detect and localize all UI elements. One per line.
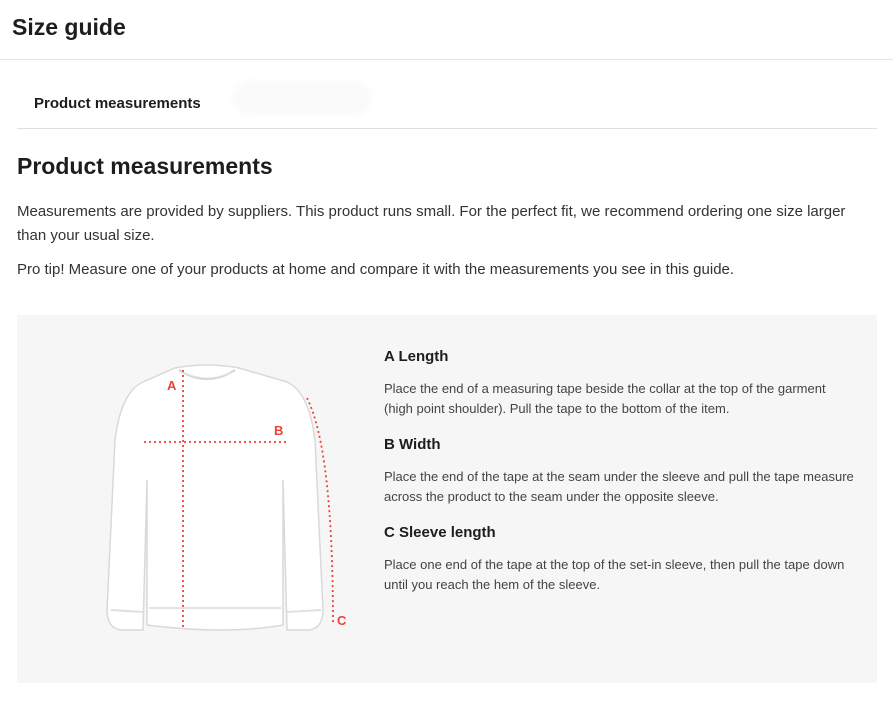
section-title: Product measurements — [17, 153, 273, 179]
intro-paragraph: Measurements are provided by suppliers. This product runs small. For the perfect fit, we recommend ordering one size larger than your usual size. — [17, 203, 846, 244]
definition-text: Place the end of the tape at the seam under the sleeve and pull the tape measure across the product to the seam under the opposite sleeve. — [384, 469, 854, 504]
definition-width — [384, 433, 854, 507]
tab-product-measurements[interactable]: Product measurements — [34, 95, 201, 112]
tab-placeholder — [232, 80, 372, 116]
measurement-panel — [17, 315, 877, 683]
tab-bar — [17, 60, 877, 129]
definition-text: Place one end of the tape at the top of the set-in sleeve, then pull the tape down until you reach the hem of the sleeve. — [384, 557, 845, 592]
definition-title: C Sleeve length — [384, 524, 496, 541]
label-b: B — [274, 423, 284, 438]
definition-sleeve-length — [384, 521, 854, 595]
sweatshirt-illustration — [87, 360, 347, 640]
definition-title: B Width — [384, 436, 441, 453]
definition-title: A Length — [384, 348, 449, 365]
modal-title: Size guide — [12, 14, 126, 40]
label-a: A — [167, 378, 177, 393]
label-c: C — [337, 613, 347, 628]
definition-text: Place the end of a measuring tape beside the collar at the top of the garment (high point shoulder). Pull the tape to the bottom of the item. — [384, 381, 826, 416]
definition-length — [384, 345, 854, 419]
tip-paragraph: Pro tip! Measure one of your products at home and compare it with the measurements you see in this guide. — [17, 261, 735, 278]
measurement-definitions — [384, 345, 854, 609]
modal-header — [0, 0, 893, 60]
